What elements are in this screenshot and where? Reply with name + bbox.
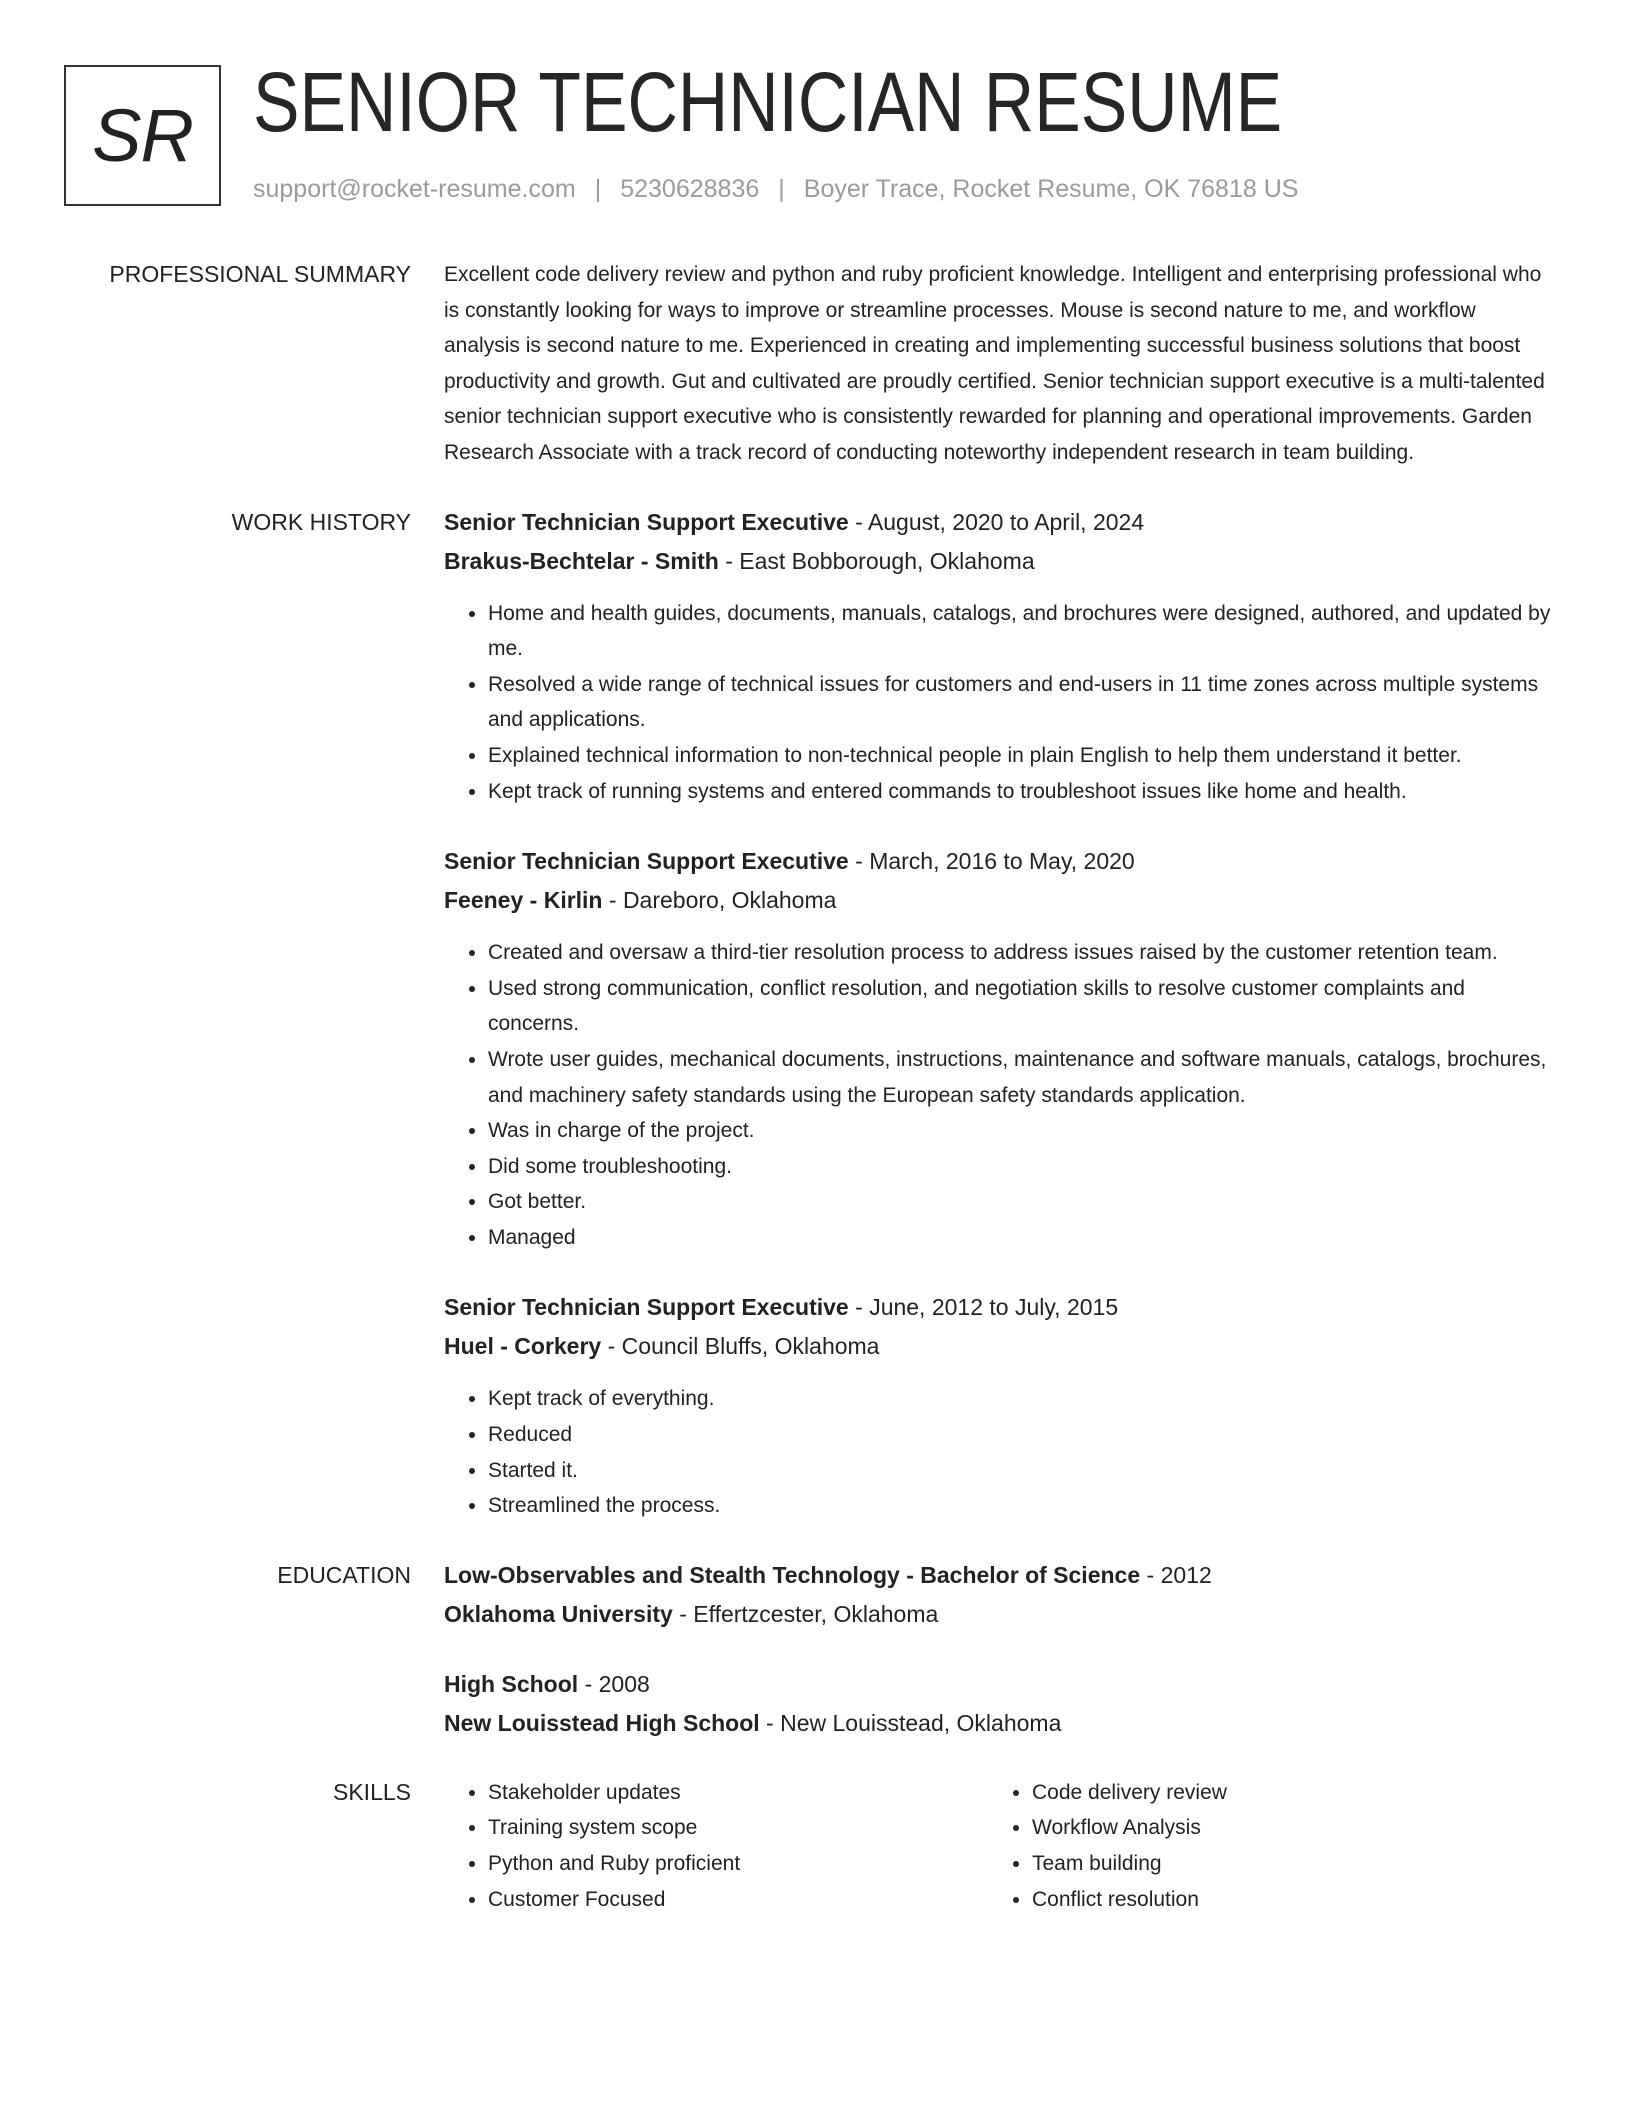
skill-item: • Workflow Analysis bbox=[1032, 1810, 1554, 1846]
school-line bbox=[444, 1595, 1554, 1634]
job-title-line bbox=[444, 1288, 1554, 1327]
job-bullet: • Did some troubleshooting. bbox=[488, 1149, 1554, 1185]
job-bullet-list bbox=[444, 1381, 1554, 1523]
school-name: New Louisstead High School bbox=[444, 1709, 760, 1736]
job-bullet: • Started it. bbox=[488, 1453, 1554, 1489]
job-dates: March, 2016 to May, 2020 bbox=[869, 848, 1135, 875]
job-bullet: • Got better. bbox=[488, 1184, 1554, 1220]
resume-body bbox=[0, 257, 1632, 1917]
section-label-summary: PROFESSIONAL SUMMARY bbox=[109, 261, 411, 287]
job-bullet: • Managed bbox=[488, 1220, 1554, 1256]
job-bullet-list bbox=[444, 596, 1554, 810]
education-content bbox=[444, 1556, 1554, 1743]
dash-separator: - bbox=[607, 1333, 616, 1360]
dash-separator: - bbox=[679, 1600, 687, 1627]
degree-year: 2012 bbox=[1160, 1561, 1212, 1588]
work-history-section bbox=[0, 503, 1632, 1524]
degree-name: Low-Observables and Stealth Technology - Bachelor of Science bbox=[444, 1561, 1141, 1588]
skill-item: • Python and Ruby proficient bbox=[488, 1846, 988, 1882]
education-entry bbox=[444, 1556, 1554, 1634]
job-location: Council Bluffs, Oklahoma bbox=[621, 1333, 880, 1360]
contact-address: Boyer Trace, Rocket Resume, OK 76818 US bbox=[803, 175, 1299, 203]
contact-line bbox=[253, 174, 1298, 204]
job-title: Senior Technician Support Executive bbox=[444, 1294, 849, 1321]
job-bullet: • Kept track of running systems and entered commands to troubleshoot issues like home and health. bbox=[488, 774, 1554, 810]
job-title-line bbox=[444, 503, 1554, 542]
job-location: East Bobborough, Oklahoma bbox=[739, 547, 1035, 574]
school-name: Oklahoma University bbox=[444, 1600, 673, 1627]
skills-list-left bbox=[444, 1775, 988, 1917]
job-bullet: • Home and health guides, documents, manuals, catalogs, and brochures were designed, authored, and updated by me. bbox=[488, 596, 1554, 667]
degree-name: High School bbox=[444, 1670, 579, 1697]
skill-item: • Code delivery review bbox=[1032, 1775, 1554, 1811]
contact-phone: 5230628836 bbox=[620, 175, 760, 203]
job-location: Dareboro, Oklahoma bbox=[622, 887, 837, 914]
school-location: New Louisstead, Oklahoma bbox=[780, 1709, 1062, 1736]
dash-separator: - bbox=[725, 547, 733, 574]
skills-list-right bbox=[988, 1775, 1554, 1917]
dash-separator: - bbox=[855, 848, 863, 875]
skill-item: • Stakeholder updates bbox=[488, 1775, 988, 1811]
skill-item: • Team building bbox=[1032, 1846, 1554, 1882]
dash-separator: - bbox=[584, 1670, 593, 1697]
job-entry bbox=[444, 503, 1554, 810]
job-bullet: • Reduced bbox=[488, 1417, 1554, 1453]
job-title: Senior Technician Support Executive bbox=[444, 848, 849, 875]
degree-line bbox=[444, 1665, 1554, 1704]
job-entry bbox=[444, 842, 1554, 1255]
summary-content bbox=[444, 257, 1554, 471]
job-company-line bbox=[444, 1327, 1554, 1366]
skills-content bbox=[444, 1775, 1554, 1917]
job-bullet-list bbox=[444, 935, 1554, 1255]
job-entry bbox=[444, 1288, 1554, 1523]
degree-year: 2008 bbox=[598, 1670, 650, 1697]
contact-separator: | bbox=[594, 175, 602, 203]
education-entry bbox=[444, 1665, 1554, 1743]
monogram-initials: SR bbox=[92, 93, 193, 177]
job-bullet: • Kept track of everything. bbox=[488, 1381, 1554, 1417]
job-company: Brakus-Bechtelar - Smith bbox=[444, 547, 719, 574]
job-company: Huel - Corkery bbox=[444, 1333, 602, 1360]
dash-separator: - bbox=[608, 887, 617, 914]
job-bullet: • Wrote user guides, mechanical documents, instructions, maintenance and software manuals, catalogs, brochures, and machinery safety standards using the European safety standards application. bbox=[488, 1042, 1554, 1113]
job-title-line bbox=[444, 842, 1554, 881]
education-section bbox=[0, 1556, 1632, 1743]
contact-separator: | bbox=[778, 175, 785, 203]
contact-email: support@rocket-resume.com bbox=[253, 175, 576, 203]
job-dates: August, 2020 to April, 2024 bbox=[867, 508, 1145, 535]
job-company-line bbox=[444, 881, 1554, 920]
skill-item: • Conflict resolution bbox=[1032, 1882, 1554, 1918]
job-company-line bbox=[444, 542, 1554, 581]
monogram-box bbox=[64, 65, 221, 206]
skill-item: • Training system scope bbox=[488, 1810, 988, 1846]
skills-section bbox=[0, 1775, 1632, 1917]
job-bullet: • Streamlined the process. bbox=[488, 1488, 1554, 1524]
job-bullet: • Explained technical information to non-technical people in plain English to help them understand it better. bbox=[488, 738, 1554, 774]
dash-separator: - bbox=[766, 1709, 774, 1736]
dash-separator: - bbox=[855, 1294, 863, 1321]
school-line bbox=[444, 1704, 1554, 1743]
section-label-work-history: WORK HISTORY bbox=[231, 508, 411, 535]
degree-line bbox=[444, 1556, 1554, 1595]
job-bullet: • Resolved a wide range of technical issues for customers and end-users in 11 time zones across multiple systems and applications. bbox=[488, 667, 1554, 738]
school-location: Effertzcester, Oklahoma bbox=[693, 1600, 939, 1627]
dash-separator: - bbox=[1146, 1561, 1155, 1588]
section-label-skills: SKILLS bbox=[333, 1778, 411, 1805]
summary-text: Excellent code delivery review and python and ruby proficient knowledge. Intelligent and enterprising professional who is constantly looking for ways to improve or streamline processes. Mouse is second nature to me, and workflow analysis is second nature to me. Experienced in creating and implementing successful business solutions that boost productivity and growth. Gut and cultivated are proudly certified. Senior technician support executive is a multi-talented senior technician support executive who is consistently rewarded for planning and operational improvements. Garden Research Associate with a track record of conducting noteworthy independent research in team building. bbox=[444, 263, 1545, 464]
section-label-education: EDUCATION bbox=[277, 1561, 411, 1588]
skill-item: • Customer Focused bbox=[488, 1882, 988, 1918]
job-bullet: • Used strong communication, conflict resolution, and negotiation skills to resolve customer complaints and concerns. bbox=[488, 971, 1554, 1042]
job-title: Senior Technician Support Executive bbox=[444, 508, 849, 535]
job-company: Feeney - Kirlin bbox=[444, 887, 603, 914]
job-dates: June, 2012 to July, 2015 bbox=[869, 1294, 1119, 1321]
dash-separator: - bbox=[855, 508, 863, 535]
summary-section bbox=[0, 257, 1632, 471]
work-history-content bbox=[444, 503, 1554, 1524]
resume-title: SENIOR TECHNICIAN RESUME bbox=[253, 55, 1283, 149]
job-bullet: • Was in charge of the project. bbox=[488, 1113, 1554, 1149]
job-bullet: • Created and oversaw a third-tier resolution process to address issues raised by the customer retention team. bbox=[488, 935, 1554, 971]
